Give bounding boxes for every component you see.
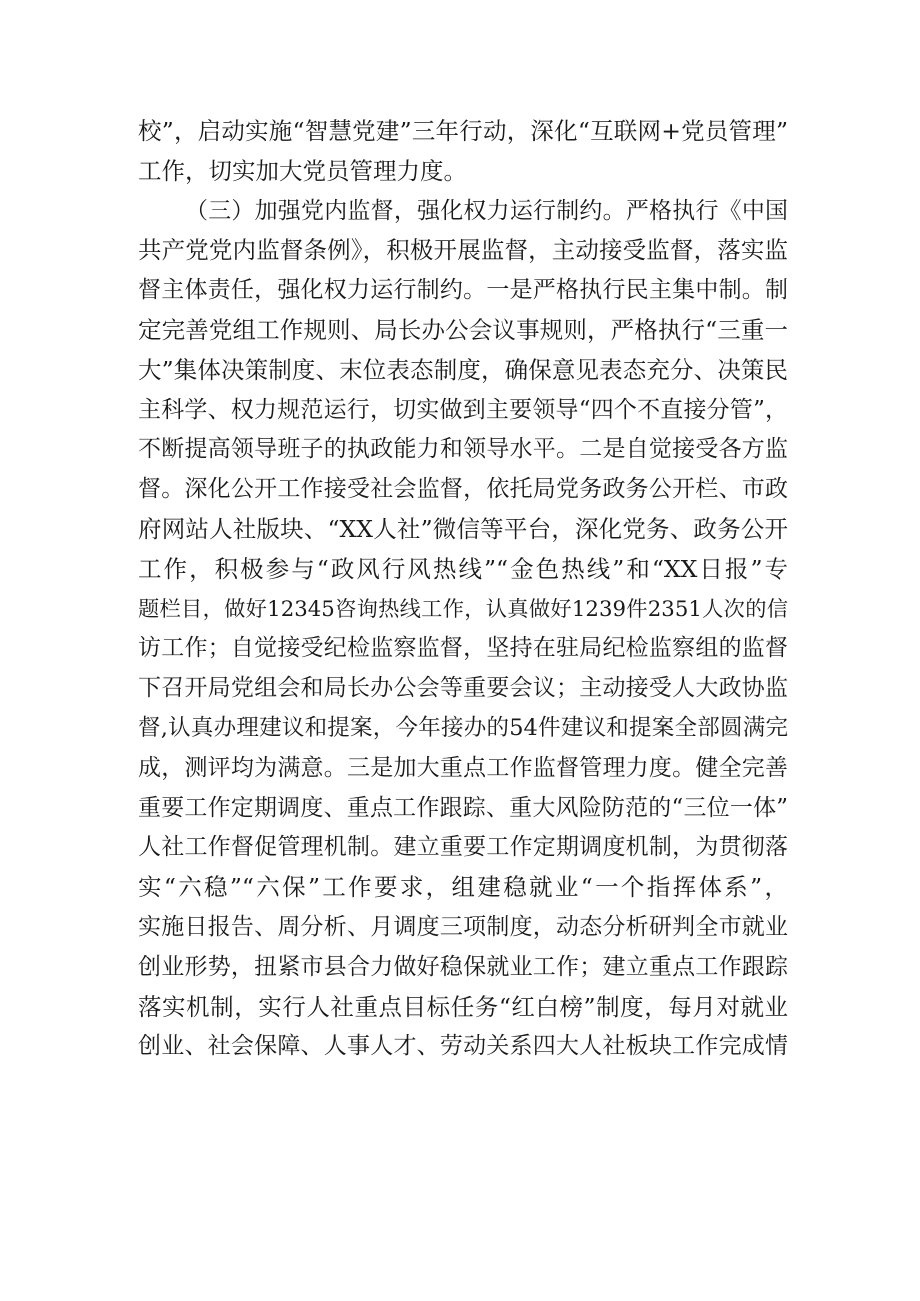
section-heading-line: （三）加强党内监督，强化权力运行制约。严格执行《中国 (185, 197, 788, 224)
text-line: 工作，积极参与“政风行风热线”“金色热线”和“XX日报”专 (138, 554, 788, 583)
text-line: 督,认真办理建议和提案，今年接办的54件建议和提案全部圆满完 (138, 714, 788, 741)
text-line: 不断提高领导班子的执政能力和领导水平。二是自觉接受各方监 (138, 436, 788, 463)
text-line: 定完善党组工作规则、局长办公会议事规则，严格执行“三重一 (138, 315, 788, 344)
text-line: 督。深化公开工作接受社会监督，依托局党务政务公开栏、市政 (138, 476, 788, 503)
text-line: 成，测评均为满意。三是加大重点工作监督管理力度。健全完善 (138, 754, 788, 781)
text-line: 工作，切实加大党员管理力度。 (138, 156, 467, 185)
text-line: 校”，启动实施“智慧党建”三年行动，深化“互联网+党员管理” (138, 117, 788, 145)
text-line: 下召开局党组会和局长办公会等重要会议；主动接受人大政协监 (138, 675, 788, 702)
text-line: 实施日报告、周分析、月调度三项制度，动态分析研判全市就业 (138, 913, 788, 940)
text-line: 大”集体决策制度、末位表态制度，确保意见表态充分、决策民 (138, 355, 788, 384)
text-line: 创业、社会保障、人事人才、劳动关系四大人社板块工作完成情 (138, 1033, 788, 1060)
body-text (138, 112, 788, 1067)
text-line: 访工作；自觉接受纪检监察监督，坚持在驻局纪检监察组的监督 (138, 635, 788, 662)
text-line: 人社工作督促管理机制。建立重要工作定期调度机制，为贯彻落 (138, 834, 788, 861)
text-line: 府网站人社版块、“XX人社”微信等平台，深化党务、政务公开 (138, 514, 788, 543)
text-line: 题栏目，做好12345咨询热线工作，认真做好1239件2351人次的信 (138, 596, 788, 622)
text-line: 落实机制，实行人社重点目标任务“红白榜”制度，每月对就业 (138, 992, 788, 1021)
text-line: 创业形势，扭紧市县合力做好稳保就业工作；建立重点工作跟踪 (138, 953, 788, 980)
text-line: 主科学、权力规范运行，切实做到主要领导“四个不直接分管”， (138, 396, 788, 423)
text-line: 实“六稳”“六保”工作要求，组建稳就业“一个指挥体系”， (138, 873, 788, 902)
text-line: 共产党党内监督条例》，积极开展监督，主动接受监督，落实监 (138, 236, 788, 265)
text-line: 督主体责任，强化权力运行制约。一是严格执行民主集中制。制 (138, 277, 788, 304)
text-line: 重要工作定期调度、重点工作跟踪、重大风险防范的“三位一体” (138, 794, 788, 821)
